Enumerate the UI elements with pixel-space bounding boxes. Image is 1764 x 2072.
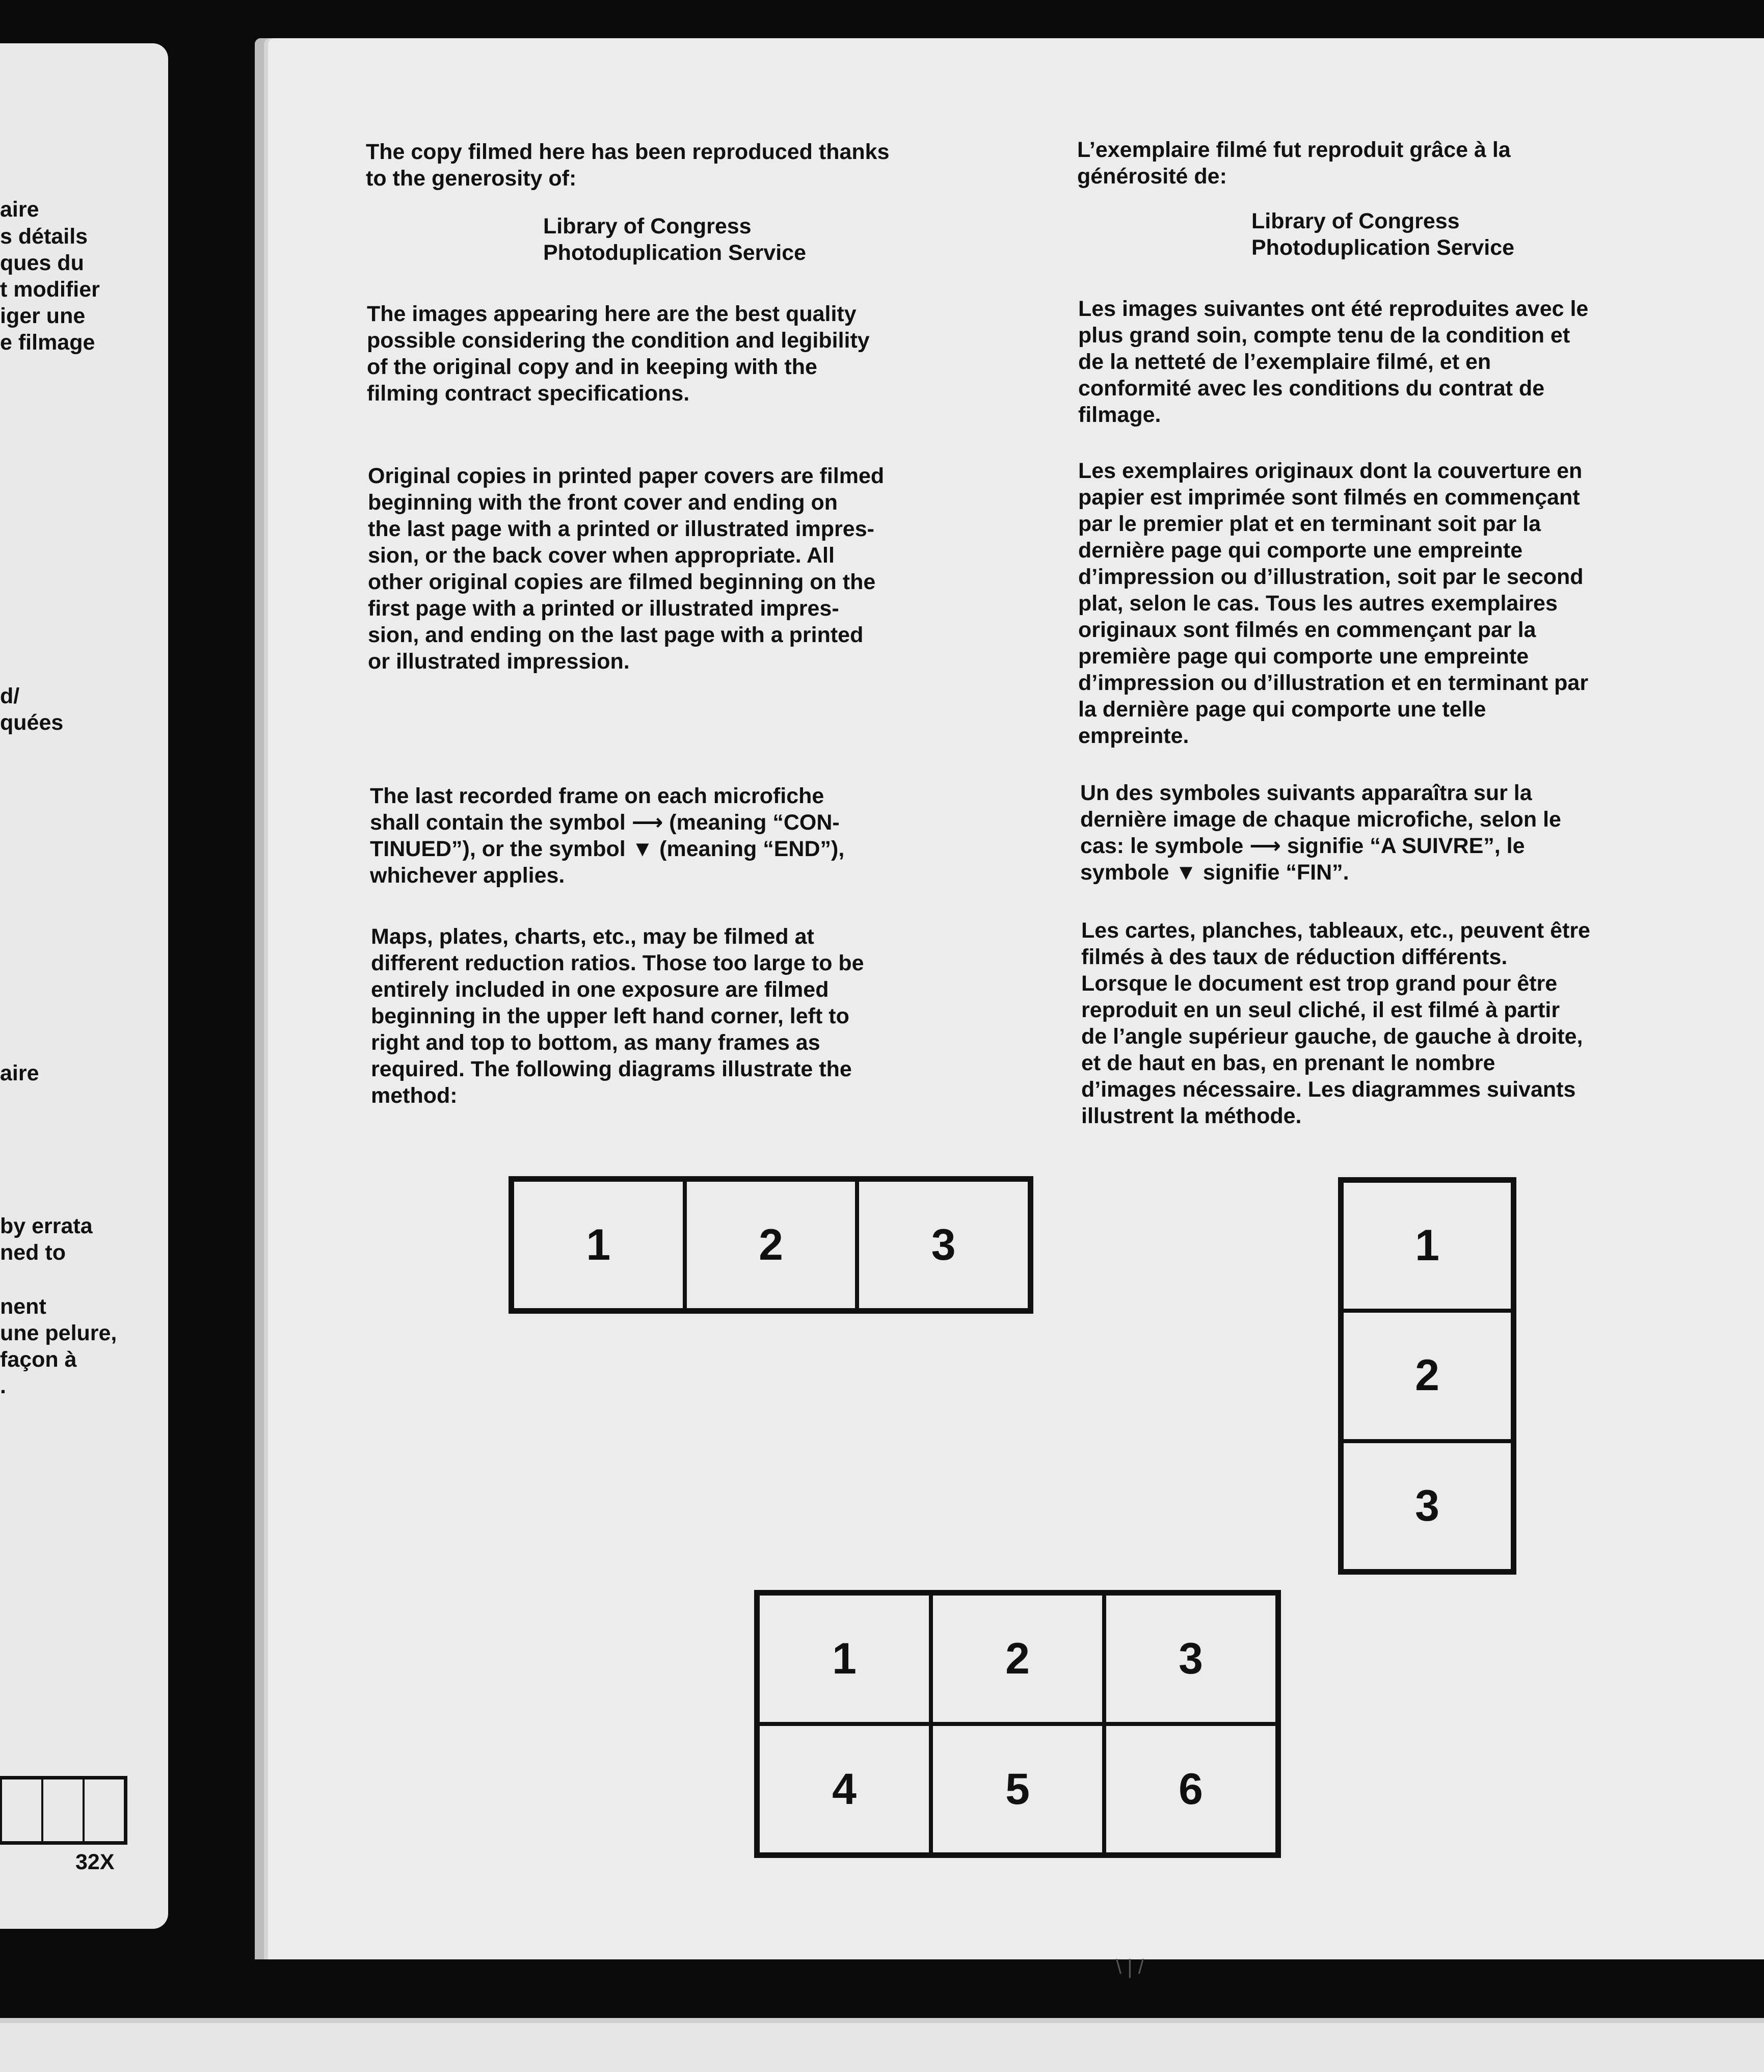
text-line: reproduit en un seul cliché, il est filmé à partir — [1081, 998, 1560, 1022]
text-line: TINUED”), or the symbol ▼ (meaning “END”), — [370, 837, 845, 861]
page-mark: \ | / — [1116, 1956, 1144, 1978]
text-line: d’impression ou d’illustration et en terminant par — [1078, 671, 1589, 695]
text-line: générosité de: — [1077, 164, 1227, 189]
credit-service: Photoduplication Service — [1251, 235, 1515, 260]
text-line: plus grand soin, compte tenu de la condition et — [1078, 323, 1570, 348]
text-line: L’exemplaire filmé fut reproduit grâce à la — [1077, 138, 1511, 162]
text-line: Maps, plates, charts, etc., may be filmed at — [371, 924, 814, 949]
text-line: symbole ▼ signifie “FIN”. — [1080, 860, 1349, 885]
frame-cell: 6 — [1104, 1724, 1277, 1854]
text-line: et de haut en bas, en prenant le nombre — [1081, 1051, 1495, 1075]
frame-cell: 2 — [685, 1180, 858, 1310]
french-quality-paragraph — [1078, 296, 1588, 428]
text-line: conformité avec les conditions du contrat de — [1078, 376, 1545, 401]
left-fragment-line: aire — [0, 1061, 39, 1085]
reduction-box-cell — [0, 1779, 41, 1841]
reduction-ratio-label: 32X — [75, 1850, 115, 1874]
text-line: possible considering the condition and legibility — [367, 328, 870, 353]
left-fragment-line: d/ — [0, 684, 20, 708]
text-line: of the original copy and in keeping with the — [367, 355, 817, 379]
credit-library: Library of Congress — [1251, 209, 1460, 233]
text-line: shall contain the symbol ⟶ (meaning “CON- — [370, 810, 840, 835]
text-line: first page with a printed or illustrated impres- — [368, 596, 839, 621]
text-line: plat, selon le cas. Tous les autres exemplaires — [1078, 591, 1558, 616]
text-line: Les cartes, planches, tableaux, etc., peuvent être — [1081, 918, 1590, 943]
text-line: beginning in the upper left hand corner, left to — [371, 1004, 849, 1028]
text-line: dernière page qui comporte une empreinte — [1078, 538, 1523, 563]
left-fragment-line: s détails — [0, 224, 88, 249]
text-line: The last recorded frame on each microfiche — [370, 784, 824, 808]
text-line: d’impression ou d’illustration, soit par le second — [1078, 565, 1584, 589]
text-line: illustrent la méthode. — [1081, 1104, 1302, 1128]
text-line: beginning with the front cover and ending on — [368, 490, 838, 515]
credit-library: Library of Congress — [543, 214, 752, 238]
text-line: other original copies are filmed beginning on the — [368, 570, 876, 594]
english-quality-paragraph — [367, 301, 870, 407]
text-line: Les exemplaires originaux dont la couverture en — [1078, 459, 1583, 483]
diagram-six-frame-grid — [754, 1590, 1281, 1858]
text-line: or illustrated impression. — [368, 649, 630, 674]
text-line: to the generosity of: — [366, 166, 577, 191]
text-line: cas: le symbole ⟶ signifie “A SUIVRE”, le — [1080, 834, 1525, 858]
left-fragment-line: . — [0, 1374, 6, 1398]
text-line: Lorsque le document est trop grand pour être — [1081, 971, 1558, 996]
text-line: dernière image de chaque microfiche, selon le — [1080, 807, 1561, 832]
left-fragment-line: iger une — [0, 304, 86, 328]
frame-cell: 1 — [1342, 1181, 1513, 1311]
text-line: originaux sont filmés en commençant par la — [1078, 618, 1536, 642]
left-fragment-line: by errata — [0, 1214, 93, 1238]
frame-cell: 3 — [857, 1180, 1030, 1310]
text-line: whichever applies. — [370, 863, 565, 888]
english-covers-paragraph — [368, 463, 884, 675]
left-fragment-line: nent — [0, 1294, 46, 1319]
bottom-page-edge — [0, 2018, 1764, 2072]
reduction-box-cell — [83, 1779, 124, 1841]
english-credit — [543, 213, 806, 266]
text-line: right and top to bottom, as many frames as — [371, 1030, 820, 1055]
frame-cell: 5 — [931, 1724, 1104, 1854]
left-fragment-line: t modifier — [0, 277, 100, 302]
left-fragment-line: ned to — [0, 1240, 66, 1265]
frame-cell: 2 — [1342, 1311, 1513, 1441]
text-line: Original copies in printed paper covers are filmed — [368, 464, 885, 488]
credit-service: Photoduplication Service — [543, 241, 807, 265]
french-credit — [1251, 208, 1514, 261]
text-line: d’images nécessaire. Les diagrammes suivants — [1081, 1077, 1576, 1102]
french-intro — [1077, 137, 1511, 190]
diagram-vertical-strip — [1338, 1177, 1516, 1575]
text-line: the last page with a printed or illustrated impres- — [368, 517, 874, 541]
text-line: première page qui comporte une empreinte — [1078, 644, 1529, 669]
text-line: empreinte. — [1078, 724, 1189, 748]
text-line: sion, and ending on the last page with a printed — [368, 623, 864, 647]
text-line: The images appearing here are the best quality — [367, 302, 857, 326]
text-line: filmage. — [1078, 403, 1161, 427]
left-fragment-line: quées — [0, 710, 64, 735]
frame-cell: 3 — [1342, 1441, 1513, 1571]
text-line: par le premier plat et en terminant soit par la — [1078, 512, 1541, 536]
text-line: filmés à des taux de réduction différents. — [1081, 945, 1508, 969]
text-line: filming contract specifications. — [367, 381, 690, 406]
english-intro — [366, 139, 890, 192]
left-fragment-line: une pelure, — [0, 1321, 117, 1345]
diagram-horizontal-strip — [509, 1176, 1033, 1314]
text-line: entirely included in one exposure are filmed — [371, 977, 829, 1002]
text-line: de l’angle supérieur gauche, de gauche à droite, — [1081, 1024, 1583, 1049]
text-line: different reduction ratios. Those too large to be — [371, 951, 864, 975]
text-line: de la netteté de l’exemplaire filmé, et en — [1078, 350, 1491, 374]
reduction-box-cell — [41, 1779, 83, 1841]
frame-cell: 4 — [758, 1724, 931, 1854]
french-maps-paragraph — [1081, 917, 1590, 1129]
reduction-ratio-boxes — [0, 1776, 127, 1845]
left-fragment-line: ques du — [0, 251, 84, 275]
french-symbols-paragraph — [1080, 780, 1561, 886]
text-line: papier est imprimée sont filmés en commençant — [1078, 485, 1580, 510]
left-fragment-line: e filmage — [0, 330, 95, 355]
text-line: method: — [371, 1083, 458, 1108]
text-line: sion, or the back cover when appropriate. All — [368, 543, 835, 568]
frame-cell: 2 — [931, 1593, 1104, 1724]
english-symbols-paragraph — [370, 783, 844, 889]
frame-cell: 1 — [758, 1593, 931, 1724]
text-line: la dernière page qui comporte une telle — [1078, 697, 1486, 722]
left-fragment-line: aire — [0, 197, 39, 222]
frame-cell: 1 — [512, 1180, 685, 1310]
frame-cell: 3 — [1104, 1593, 1277, 1724]
text-line: The copy filmed here has been reproduced thanks — [366, 140, 890, 164]
text-line: Un des symboles suivants apparaîtra sur la — [1080, 781, 1532, 805]
english-maps-paragraph — [371, 923, 864, 1109]
book-gutter — [168, 43, 255, 1929]
text-line: required. The following diagrams illustrate the — [371, 1057, 852, 1081]
text-line: Les images suivantes ont été reproduites avec le — [1078, 297, 1589, 321]
french-covers-paragraph — [1078, 458, 1588, 749]
left-fragment-line: façon à — [0, 1347, 77, 1372]
